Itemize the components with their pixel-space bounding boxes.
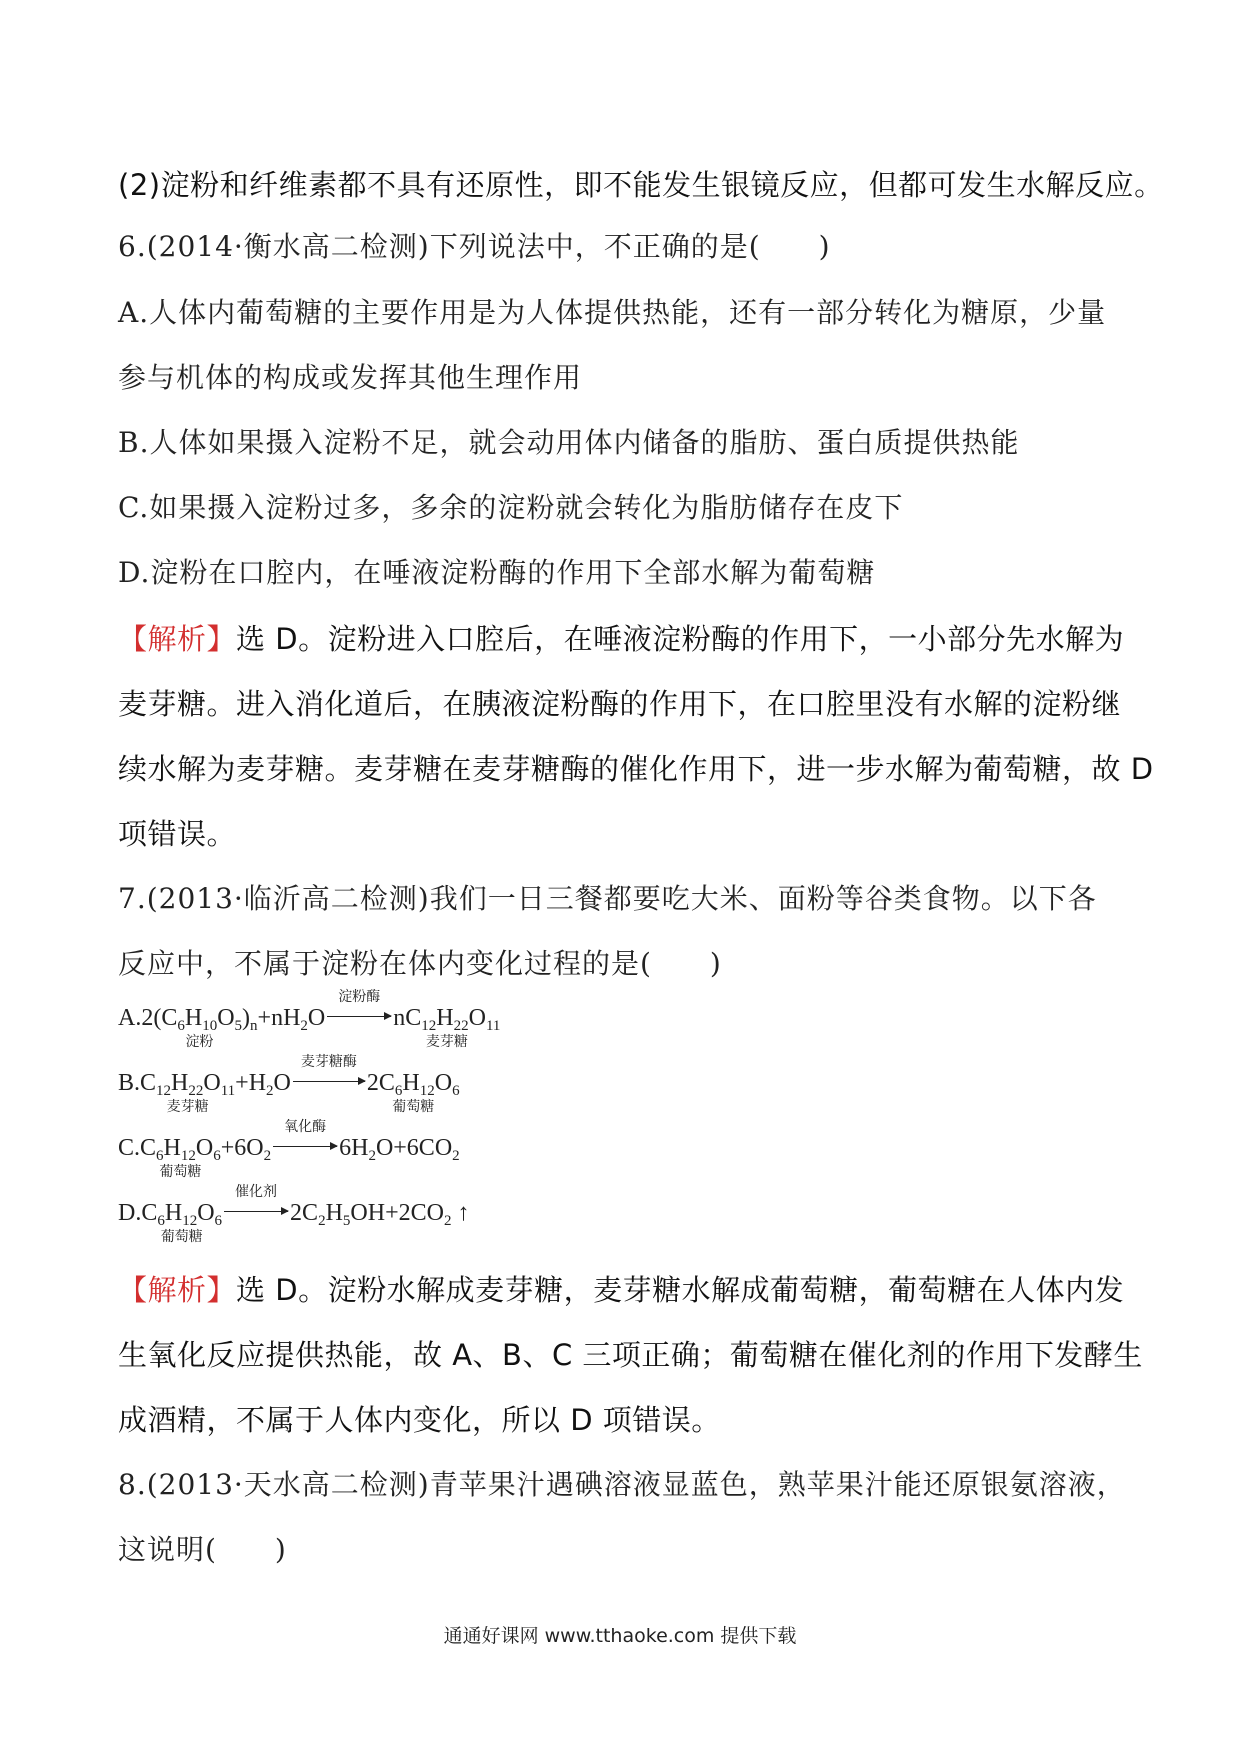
q7-option-a-equation: $A.2(C_6H_{10}O_5)_n$ 淀粉 $+nH_2O$ 淀粉酶 $nC_{12}H_{22}O_{11}$ 麦芽糖: [118, 989, 501, 1050]
q6-option-a-cont: 参与机体的构成或发挥其他生理作用: [118, 361, 583, 394]
q7-option-c-equation: $C.C_6H_{12}O_6$ 葡萄糖 $+6O_2$ 氧化酶 $6H_2O+6CO_2$: [118, 1119, 460, 1180]
label-maltose: 麦芽糖: [166, 1099, 209, 1115]
q8-stem-cont: 这说明( ): [118, 1533, 287, 1566]
q6-option-d: D.淀粉在口腔内，在唾液淀粉酶的作用下全部水解为葡萄糖: [118, 556, 876, 589]
q7-analysis-line2: 生氧化反应提供热能，故 A、B、C 三项正确；葡萄糖在催化剂的作用下发酵生: [118, 1338, 1143, 1372]
page-footer: 通通好课网 www.tthaoke.com 提供下载: [443, 1625, 797, 1647]
q6-analysis-line2: 麦芽糖。进入消化道后，在胰液淀粉酶的作用下，在口腔里没有水解的淀粉继: [118, 687, 1122, 721]
q6-option-b: B.人体如果摄入淀粉不足，就会动用体内储备的脂肪、蛋白质提供热能: [118, 426, 1020, 459]
q6-stem: 6.(2014·衡水高二检测)下列说法中，不正确的是( ): [118, 230, 831, 263]
analysis-tag: 【解析】: [118, 1273, 237, 1307]
label-glucose: 葡萄糖: [160, 1229, 203, 1245]
q7-option-d-equation: $D.C_6H_{12}O_6$ 葡萄糖 催化剂 $2C_2H_5OH+2CO_2$ ↑: [118, 1184, 470, 1245]
q7-analysis-line3: 成酒精，不属于人体内变化，所以 D 项错误。: [118, 1403, 721, 1437]
reaction-arrow: 淀粉酶: [327, 1005, 391, 1032]
intro-note: (2)淀粉和纤维素都不具有还原性，即不能发生银镜反应，但都可发生水解反应。: [118, 168, 1164, 202]
q8-stem: 8.(2013·天水高二检测)青苹果汁遇碘溶液显蓝色，熟苹果汁能还原银氨溶液，: [118, 1468, 1126, 1501]
q6-option-a: A.人体内葡萄糖的主要作用是为人体提供热能，还有一部分转化为糖原，少量: [118, 296, 1107, 329]
q6-option-c: C.如果摄入淀粉过多，多余的淀粉就会转化为脂肪储存在皮下: [118, 491, 904, 524]
q7-stem-cont: 反应中，不属于淀粉在体内变化过程的是( ): [118, 947, 722, 980]
label-glucose: 葡萄糖: [392, 1099, 435, 1115]
q6-analysis-line3: 续水解为麦芽糖。麦芽糖在麦芽糖酶的催化作用下，进一步水解为葡萄糖，故 D: [118, 752, 1154, 786]
q7-option-b-equation: $B.C_{12}H_{22}O_{11}$ 麦芽糖 $+H_2O$ 麦芽糖酶 $2C_6H_{12}O_6$ 葡萄糖: [118, 1054, 460, 1115]
q6-analysis-line4: 项错误。: [118, 817, 237, 851]
q7-stem: 7.(2013·临沂高二检测)我们一日三餐都要吃大米、面粉等谷类食物。以下各: [118, 882, 1097, 915]
label-maltose: 麦芽糖: [425, 1034, 468, 1050]
reaction-arrow: 催化剂: [224, 1200, 288, 1227]
reaction-arrow: 氧化酶: [273, 1135, 337, 1162]
q6-analysis-line1: 【解析】选 D。淀粉进入口腔后，在唾液淀粉酶的作用下，一小部分先水解为: [118, 622, 1125, 656]
label-glucose: 葡萄糖: [159, 1164, 202, 1180]
label-starch: 淀粉: [185, 1034, 214, 1050]
analysis-tag: 【解析】: [118, 622, 237, 656]
reaction-arrow: 麦芽糖酶: [293, 1070, 365, 1097]
q7-analysis-line1: 【解析】选 D。淀粉水解成麦芽糖，麦芽糖水解成葡萄糖，葡萄糖在人体内发: [118, 1273, 1125, 1307]
